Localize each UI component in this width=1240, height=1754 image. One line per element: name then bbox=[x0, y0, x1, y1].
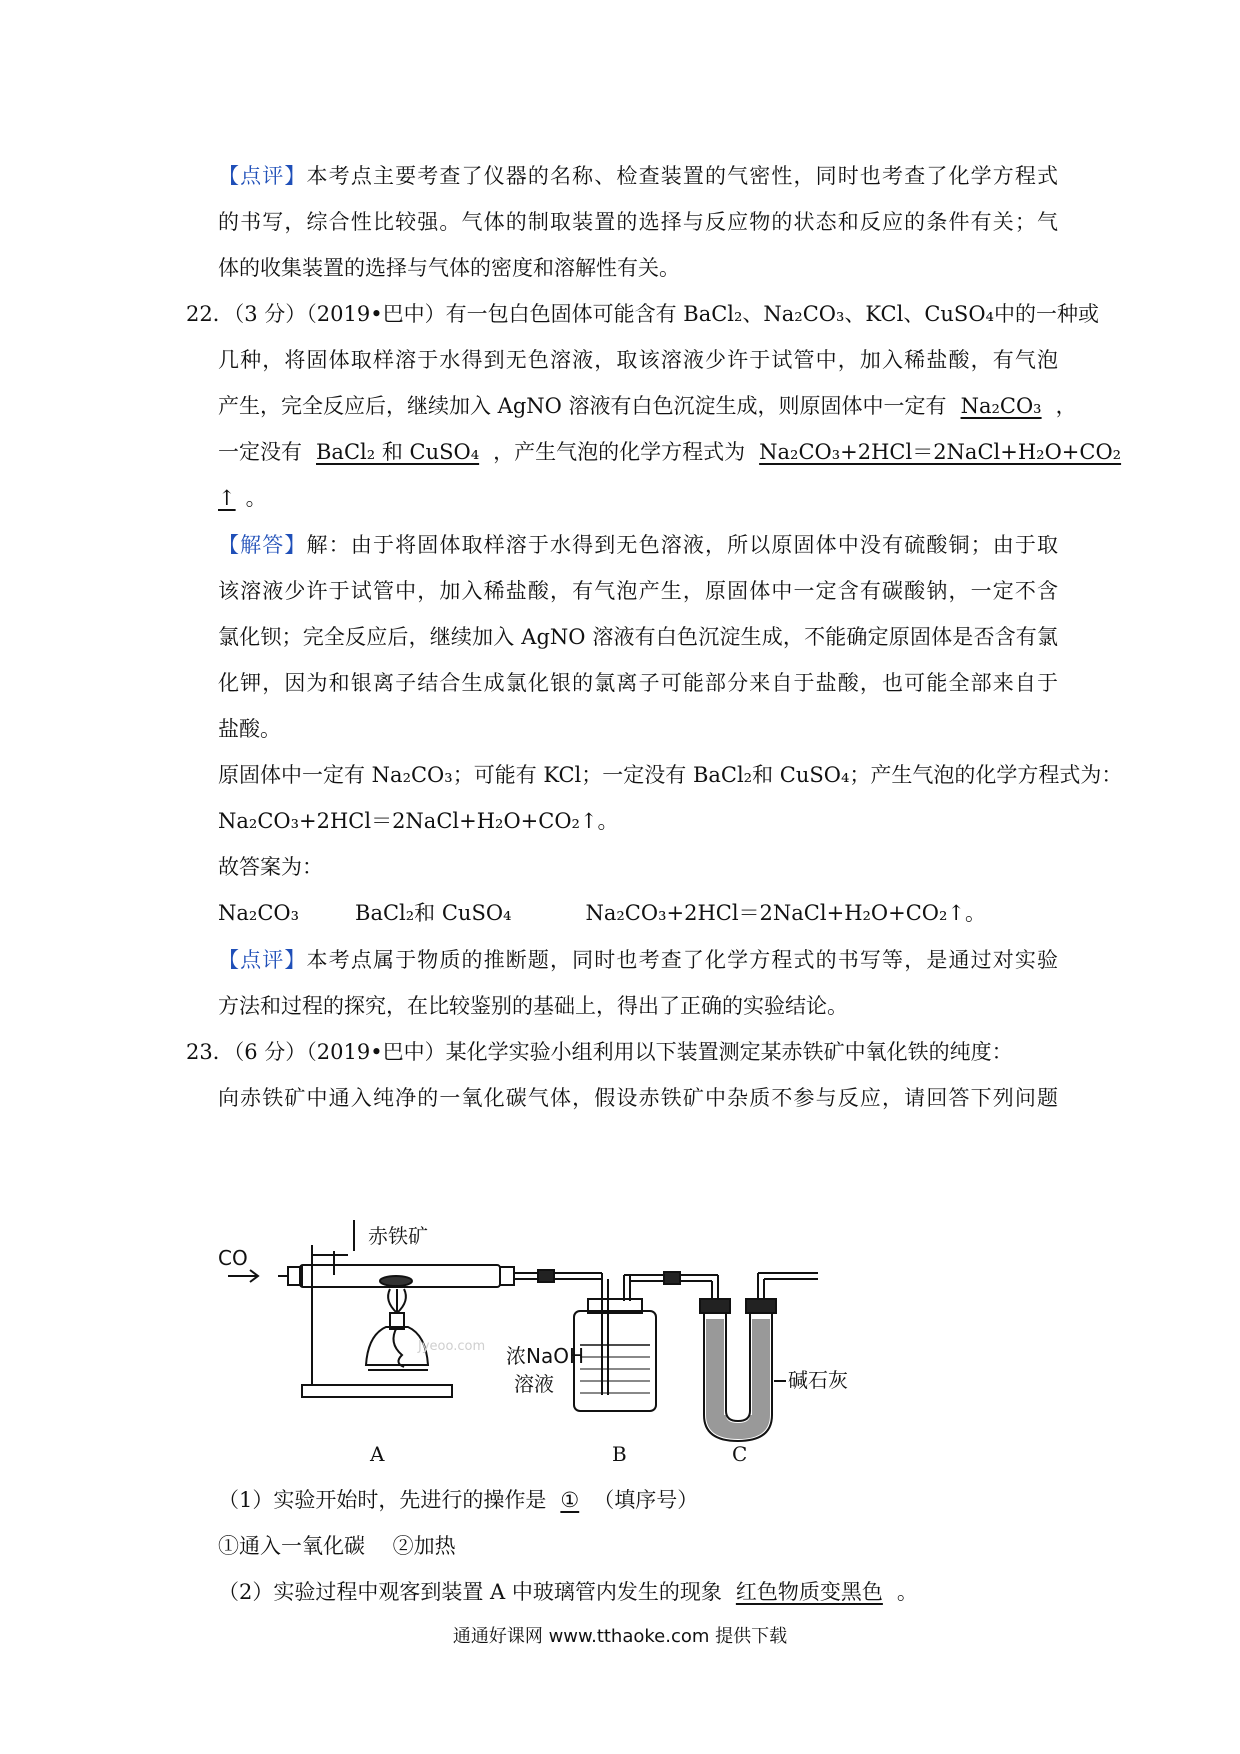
solution-line7: Na₂CO₃+2HCl＝2NaCl+H₂O+CO₂↑。 bbox=[218, 809, 619, 833]
answer-blank-2: BaCl₂ 和 CuSO₄ bbox=[316, 440, 480, 464]
q23-line2: 向赤铁矿中通入纯净的一氧化碳气体，假设赤铁矿中杂质不参与反应，请回答下列问题 bbox=[218, 1086, 1058, 1110]
q22-line2: 几种，将固体取样溶于水得到无色溶液，取该溶液少许于试管中，加入稀盐酸，有气泡 bbox=[218, 348, 1058, 372]
solution-line4: 化钾，因为和银离子结合生成氯化银的氯离子可能部分来自于盐酸，也可能全部来自于 bbox=[218, 671, 1058, 695]
apparatus-diagram bbox=[218, 1215, 878, 1465]
q22-line1: 22．（3 分）（2019•巴中）有一包白色固体可能含有 BaCl₂、Na₂CO₃、KCl、CuSO₄中的一种或 bbox=[186, 302, 1099, 326]
q23-line1: 23．（6 分）（2019•巴中）某化学实验小组利用以下装置测定某赤铁矿中氧化铁的纯度： bbox=[186, 1040, 1013, 1064]
review2-line1: 【点评】本考点属于物质的推断题，同时也考查了化学方程式的书写等，是通过对实验 bbox=[218, 948, 1059, 972]
label-b: B bbox=[612, 1442, 627, 1465]
q22-line5: ↑ 。 bbox=[218, 486, 267, 510]
solution-line6: 原固体中一定有 Na₂CO₃；可能有 KCl；一定没有 BaCl₂和 CuSO₄；产生气泡的化学方程式为： bbox=[218, 763, 1123, 787]
review-tag-2: 【点评】 bbox=[218, 948, 307, 972]
q23-sub2: （2）实验过程中观客到装置 A 中玻璃管内发生的现象 红色物质变黑色 。 bbox=[218, 1580, 918, 1604]
tube-stopper-right bbox=[500, 1267, 514, 1285]
review1-line2: 的书写，综合性比较强。气体的制取装置的选择与反应物的状态和反应的条件有关；气 bbox=[218, 210, 1058, 234]
u-tube-stopper-left bbox=[700, 1299, 730, 1313]
review1-line1: 【点评】本考点主要考查了仪器的名称、检查装置的气密性，同时也考查了化学方程式 bbox=[218, 164, 1059, 188]
solution-line5: 盐酸。 bbox=[218, 717, 281, 741]
review1-line3: 体的收集装置的选择与气体的密度和溶解性有关。 bbox=[218, 256, 680, 280]
q22-line4: 一定没有 BaCl₂ 和 CuSO₄ ，产生气泡的化学方程式为 Na₂CO₃+2HCl＝2NaCl+H₂O+CO₂ bbox=[218, 440, 1122, 464]
answer-blank-3-arrow: ↑ bbox=[218, 486, 236, 510]
apparatus-figure bbox=[218, 1215, 878, 1465]
review2-line2: 方法和过程的探究，在比较鉴别的基础上，得出了正确的实验结论。 bbox=[218, 994, 848, 1018]
stand-base bbox=[302, 1385, 452, 1397]
naoh-label-1: 浓NaOH bbox=[506, 1344, 584, 1368]
answer-blank-3: Na₂CO₃+2HCl＝2NaCl+H₂O+CO₂ bbox=[759, 440, 1122, 464]
naoh-label-2: 溶液 bbox=[514, 1372, 554, 1396]
answer-blank-1: Na₂CO₃ bbox=[960, 394, 1042, 418]
wash-bottle bbox=[574, 1311, 656, 1411]
label-a: A bbox=[370, 1442, 385, 1465]
u-tube-stopper-right bbox=[746, 1299, 776, 1313]
solution-line3: 氯化钡；完全反应后，继续加入 AgNO 溶液有白色沉淀生成，不能确定原固体是否含有氯 bbox=[218, 625, 1058, 649]
q23-options: ①通入一氧化碳 ②加热 bbox=[218, 1534, 456, 1558]
answer-blank-4: ① bbox=[560, 1488, 580, 1512]
answer-blank-5: 红色物质变黑色 bbox=[735, 1580, 883, 1604]
solution-tag: 【解答】 bbox=[218, 533, 307, 557]
watermark: Jyeoo.com bbox=[418, 1339, 486, 1354]
label-c: C bbox=[732, 1442, 748, 1465]
review-tag: 【点评】 bbox=[218, 164, 307, 188]
solution-answers: Na₂CO₃ BaCl₂和 CuSO₄ Na₂CO₃+2HCl＝2NaCl+H₂O+CO₂↑。 bbox=[218, 901, 987, 925]
soda-lime-label: 碱石灰 bbox=[788, 1368, 848, 1392]
solution-line8: 故答案为： bbox=[218, 855, 323, 879]
q23-sub1: （1）实验开始时，先进行的操作是 ① （填序号） bbox=[218, 1488, 699, 1512]
page-footer: 通通好课网 www.tthaoke.com 提供下载 bbox=[452, 1626, 788, 1647]
solution-line1: 【解答】解：由于将固体取样溶于水得到无色溶液，所以原固体中没有硫酸铜；由于取 bbox=[218, 533, 1059, 557]
ore-label: 赤铁矿 bbox=[368, 1224, 428, 1248]
co-label: CO bbox=[218, 1246, 248, 1270]
solution-line2: 该溶液少许于试管中，加入稀盐酸，有气泡产生，原固体中一定含有碳酸钠，一定不含 bbox=[218, 579, 1058, 603]
q22-line3: 产生，完全反应后，继续加入 AgNO 溶液有白色沉淀生成，则原固体中一定有 Na₂CO₃ ， bbox=[218, 394, 1077, 418]
